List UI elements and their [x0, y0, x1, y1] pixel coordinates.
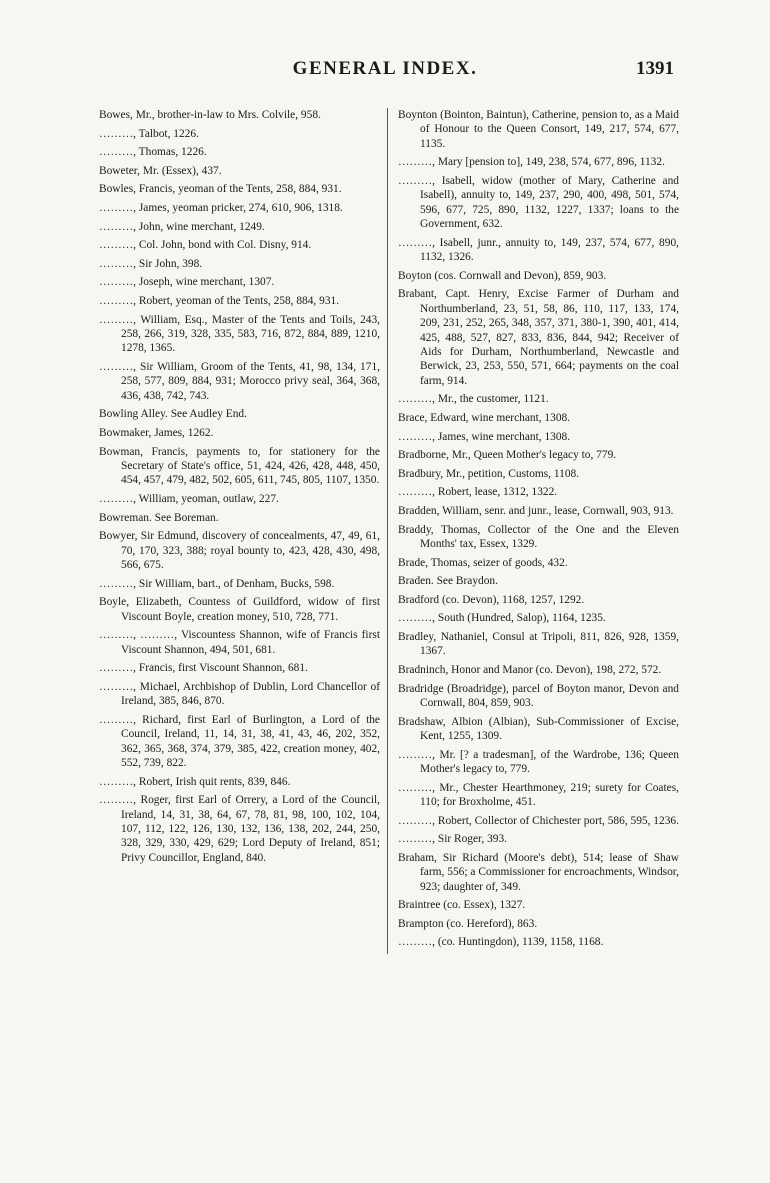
index-entry: ………, James, yeoman pricker, 274, 610, 906, 1318. — [99, 201, 343, 214]
index-columns — [99, 108, 679, 954]
index-entry: ………, Mr. [? a tradesman], of the Wardrobe, 136; Queen Mother's legacy to, 779. — [398, 748, 679, 775]
index-entry: ………, South (Hundred, Salop), 1164, 1235. — [398, 612, 606, 625]
index-entry: Braddy, Thomas, Collector of the One and the Eleven Months' tax, Essex, 1329. — [398, 523, 679, 550]
index-entry: ………, Francis, first Viscount Shannon, 681. — [99, 662, 308, 675]
page-header — [96, 58, 674, 88]
index-entry: ………, Robert, yeoman of the Tents, 258, 884, 931. — [99, 294, 340, 307]
index-entry: Boweter, Mr. (Essex), 437. — [99, 164, 222, 177]
index-entry: ………, William, Esq., Master of the Tents and Toils, 243, 258, 266, 319, 328, 335, 583, 716, 872, 884, 889, 1210, 1278, 1365. — [99, 313, 380, 355]
index-entry: Bowling Alley. See Audley End. — [99, 408, 247, 421]
index-entry: ………, Michael, Archbishop of Dublin, Lord Chancellor of Ireland, 385, 846, 870. — [99, 680, 380, 708]
index-entry: ………, Isabell, junr., annuity to, 149, 237, 574, 677, 890, 1132, 1326. — [398, 236, 679, 264]
index-entry: ………, Robert, Irish quit rents, 839, 846. — [99, 775, 291, 788]
index-entry: ………, Sir William, bart., of Denham, Bucks, 598. — [99, 577, 335, 590]
index-entry: ………, Mary [pension to], 149, 238, 574, 677, 896, 1132. — [398, 156, 665, 169]
index-entry: ………, Mr., Chester Hearthmoney, 219; surety for Coates, 110; for Broxholme, 451. — [398, 781, 679, 808]
index-entry: Bradborne, Mr., Queen Mother's legacy to, 779. — [398, 449, 617, 462]
index-entry: Bradshaw, Albion (Albian), Sub-Commissioner of Excise, Kent, 1255, 1309. — [398, 715, 679, 742]
index-entry: ………, Sir William, Groom of the Tents, 41, 98, 134, 171, 258, 577, 809, 884, 931; Morocco privy seal, 364, 368, 436, 438, 742, 743. — [99, 360, 380, 402]
index-entry: ………, Talbot, 1226. — [99, 127, 199, 140]
index-entry: Brade, Thomas, seizer of goods, 432. — [398, 556, 568, 569]
index-entry: Bradninch, Honor and Manor (co. Devon), 198, 272, 572. — [398, 663, 662, 676]
left-column — [99, 108, 387, 954]
index-entry: ………, Thomas, 1226. — [99, 146, 207, 159]
index-entry: Brabant, Capt. Henry, Excise Farmer of Durham and Northumberland, 23, 51, 58, 86, 110, 117, 133, 174, 209, 231, 252, 265, 348, 357, 371, 380-1, 390, 401, 414, 425, 488, 527, 827, 833, 836, 844, 942; Receiver of Aids for Durham, Northumberland, Newcastle and Berwick, 23, 253, 550, 571, 664; payments on the coal farm, 914. — [398, 288, 679, 387]
index-entry: Bowles, Francis, yeoman of the Tents, 258, 884, 931. — [99, 183, 342, 196]
index-entry: Boynton (Bointon, Baintun), Catherine, pension to, as a Maid of Honour to the Queen Consort, 149, 217, 574, 677, 1135. — [398, 109, 679, 150]
index-entry: Boyton (cos. Cornwall and Devon), 859, 903. — [398, 269, 607, 282]
index-entry: ………, Robert, Collector of Chichester port, 586, 595, 1236. — [398, 814, 679, 827]
index-entry: ………, Col. John, bond with Col. Disny, 914. — [99, 239, 312, 252]
index-entry: ………, Roger, first Earl of Orrery, a Lord of the Council, Ireland, 14, 31, 38, 64, 67, 78, 81, 98, 100, 102, 104, 107, 112, 122, 126, 130, 132, 136, 138, 202, 244, 250, 328, 329, 330, 429, 629; Lord Deputy of Ireland, 851; Privy Councillor, England, 840. — [99, 794, 380, 864]
index-entry: Braintree (co. Essex), 1327. — [398, 899, 526, 912]
index-entry: ………, Robert, lease, 1312, 1322. — [398, 486, 558, 499]
index-entry: Braden. See Braydon. — [398, 575, 498, 588]
index-entry: Bradbury, Mr., petition, Customs, 1108. — [398, 467, 580, 480]
index-entry: Bradford (co. Devon), 1168, 1257, 1292. — [398, 593, 585, 606]
index-entry: ………, Sir John, 398. — [99, 257, 203, 270]
index-entry: Brampton (co. Hereford), 863. — [398, 917, 538, 930]
index-entry: Bowmaker, James, 1262. — [99, 426, 214, 439]
page-title: GENERAL INDEX. — [292, 58, 478, 79]
index-entry: Bowyer, Sir Edmund, discovery of concealments, 47, 49, 61, 70, 170, 323, 388; royal bounty to, 423, 428, 430, 498, 566, 675. — [99, 530, 380, 571]
index-entry: ………, Richard, first Earl of Burlington, a Lord of the Council, Ireland, 11, 14, 31, 38, 41, 43, 46, 202, 352, 362, 365, 368, 374, 379, 385, 422, creation money, 402, 552, 739, 822. — [99, 713, 380, 769]
index-entry: ………, Mr., the customer, 1121. — [398, 393, 549, 406]
index-entry: Bradridge (Broadridge), parcel of Boyton manor, Devon and Cornwall, 804, 859, 903. — [398, 682, 679, 709]
index-entry: ………, John, wine merchant, 1249. — [99, 220, 265, 233]
index-entry: Bradley, Nathaniel, Consul at Tripoli, 811, 826, 928, 1359, 1367. — [398, 630, 679, 658]
index-entry: ………, William, yeoman, outlaw, 227. — [99, 492, 279, 505]
page-number: 1391 — [636, 58, 674, 79]
index-entry: Boyle, Elizabeth, Countess of Guildford, widow of first Viscount Boyle, creation money, 510, 728, 771. — [99, 596, 380, 623]
index-entry: ………, (co. Huntingdon), 1139, 1158, 1168. — [398, 936, 604, 949]
index-entry: Brace, Edward, wine merchant, 1308. — [398, 412, 571, 425]
index-entry: Bowman, Francis, payments to, for stationery for the Secretary of State's office, 51, 424, 426, 428, 448, 450, 454, 457, 479, 482, 502, 605, 611, 745, 805, 1107, 1350. — [99, 445, 380, 487]
index-entry: Braham, Sir Richard (Moore's debt), 514; lease of Shaw farm, 556; a Commissioner for encroachments, Windsor, 923; daughter of, 349. — [398, 851, 679, 893]
index-entry: ………, Isabell, widow (mother of Mary, Catherine and Isabell), annuity to, 149, 237, 290, 400, 498, 501, 574, 596, 677, 725, 890, 1132, 1227, 1337; loans to the Government, 632. — [398, 175, 679, 231]
index-entry: Bradden, William, senr. and junr., lease, Cornwall, 903, 913. — [398, 505, 674, 517]
right-column — [387, 108, 679, 954]
index-entry: ………, ………, Viscountess Shannon, wife of Francis first Viscount Shannon, 494, 501, 681. — [99, 629, 380, 656]
index-entry: ………, Joseph, wine merchant, 1307. — [99, 276, 275, 289]
index-entry: Bowreman. See Boreman. — [99, 511, 219, 524]
index-entry: Bowes, Mr., brother-in-law to Mrs. Colvile, 958. — [99, 109, 321, 121]
index-entry: ………, James, wine merchant, 1308. — [398, 430, 571, 443]
index-entry: ………, Sir Roger, 393. — [398, 833, 508, 846]
